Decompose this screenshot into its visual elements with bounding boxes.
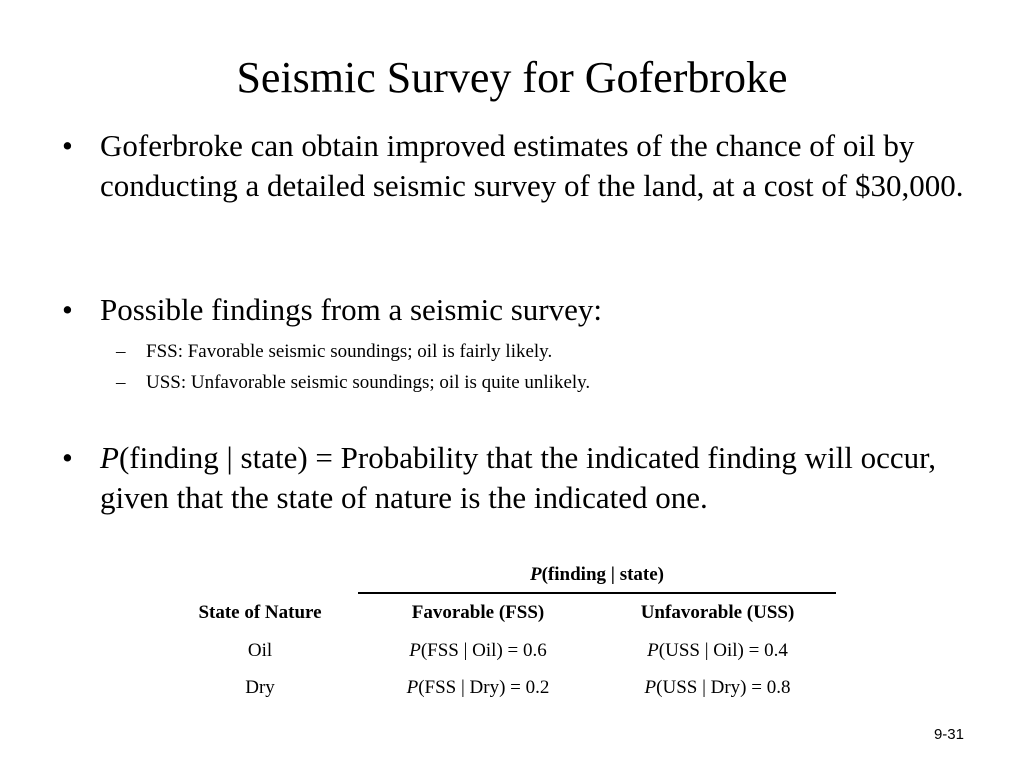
probability-symbol: P [647,640,659,661]
sub-bullet-marker: – [116,341,126,362]
cell-text: (USS | Dry) = 0.8 [656,677,791,698]
cell-text: (FSS | Dry) = 0.2 [418,677,550,698]
header-state-of-nature: State of Nature [198,602,322,623]
bullet-item-findings [62,290,972,330]
slide-title: Seismic Survey for Goferbroke [236,53,788,102]
table-group-header [358,563,836,587]
probability-symbol: P [100,440,119,475]
page-number: 9-31 [933,726,964,743]
sub-bullet-uss [116,370,956,396]
table-cell-fss [368,676,588,700]
bullet-marker: • [62,440,73,475]
table-cell-fss [368,639,588,663]
table-cell-uss [605,676,830,700]
header-unfavorable: Unfavorable (USS) [640,602,795,623]
sub-bullet-text: USS: Unfavorable seismic soundings; oil is quite unlikely. [146,372,591,393]
table-cell-uss [605,639,830,663]
bullet-marker: • [62,128,73,163]
bullet-item-cost [62,126,972,206]
bullet-marker: • [62,292,73,327]
bullet-item-definition [62,438,972,518]
sub-bullet-marker: – [116,372,126,393]
cell-text: (FSS | Oil) = 0.6 [420,640,547,661]
definition-text: (finding | state) = Probability that the indicated finding will occur, given that the state of nature is the indicated one. [100,440,937,515]
sub-bullet-fss [116,339,956,365]
probability-symbol: P [406,677,419,698]
bullet-text [100,438,972,518]
probability-symbol: P [644,677,657,698]
bullet-text: Goferbroke can obtain improved estimates of the chance of oil by conducting a detailed seismic survey of the land, at a cost of $30,000. [100,128,964,203]
group-header-text: (finding | state) [541,564,664,585]
cell-text: (USS | Oil) = 0.4 [658,640,788,661]
sub-bullet-text: FSS: Favorable seismic soundings; oil is fairly likely. [146,341,553,362]
table-cell-state: Dry [245,677,275,698]
header-rule [358,592,836,594]
bullet-text: Possible findings from a seismic survey: [100,292,602,327]
probability-symbol: P [409,640,421,661]
table-cell-state: Oil [247,640,273,661]
header-favorable: Favorable (FSS) [411,602,545,623]
probability-symbol: P [529,564,542,585]
